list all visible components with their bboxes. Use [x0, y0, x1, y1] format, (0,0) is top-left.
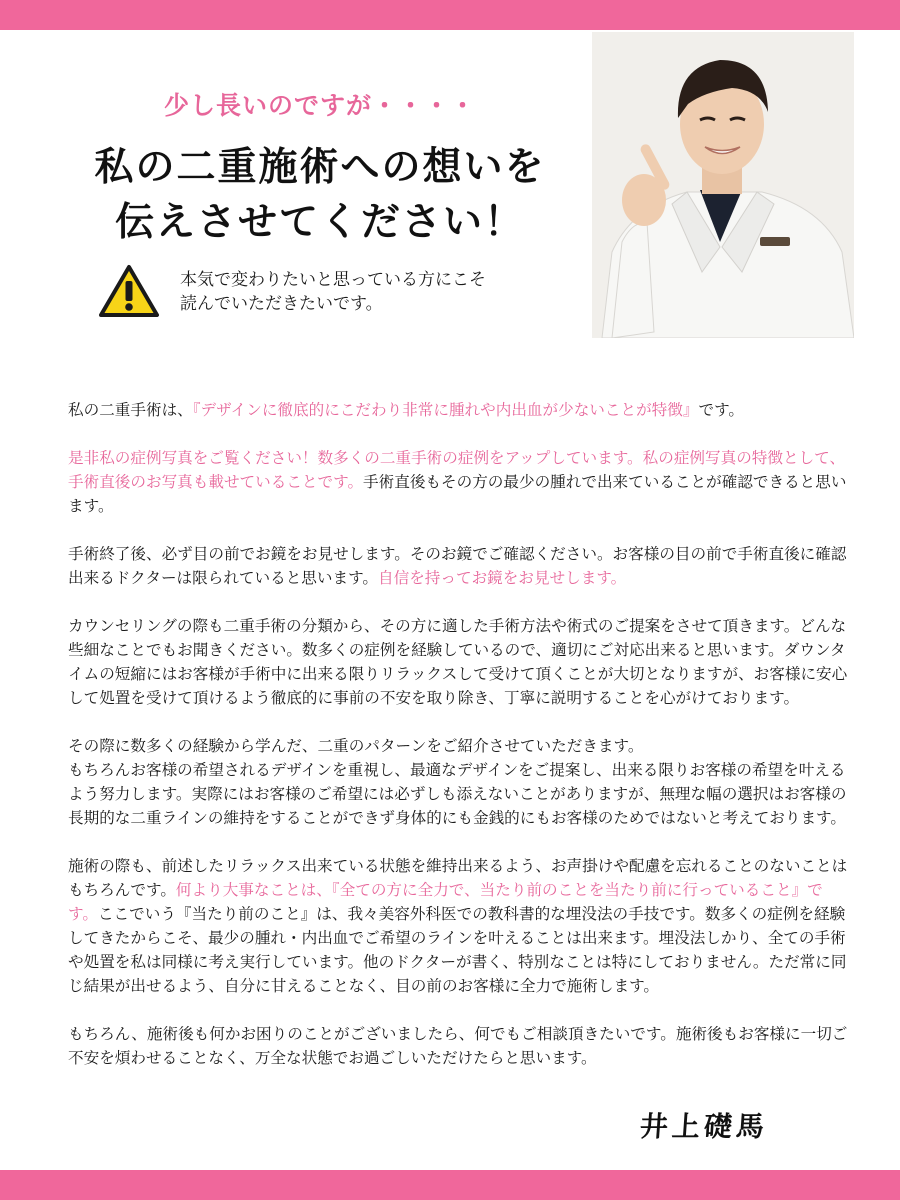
p1-text: 私の二重手術は、	[68, 401, 193, 419]
doctor-portrait	[592, 32, 854, 338]
p6-tail: ここでいう『当たり前のこと』は、我々美容外科医での教科書的な埋没法の手技です。数多くの症例を経験してきたからこそ、最少の腫れ・内出血でご希望のラインを叶えることは出来ます。埋没法しかり、全ての手術や処置を私は同様に考え実行しています。他のドクターが書く、特別なことは特にしておりません。ただ常に同じ結果が出せるよう、自分に甘えることなく、目の前のお客様に全力で施術します。	[68, 905, 847, 995]
paragraph-4: カウンセリングの際も二重手術の分類から、その方に適した手術方法や術式のご提案をさせて頂きます。どんな些細なことでもお聞きください。数多くの症例を経験しているので、適切にご対応出来ると思います。ダウンタイムの短縮にはお客様が手術中に出来る限りリラックスして受けて頂くことが大切となりますが、お客様に安心して処置を受けて頂けるよう徹底的に事前の不安を取り除き、丁寧に説明することを心がけております。	[68, 617, 848, 707]
paragraph-5	[68, 734, 848, 830]
p5-text: もちろんお客様の希望されるデザインを重視し、最適なデザインをご提案し、出来る限りお客様の希望を叶えるよう努力します。実際にはお客様のご希望には必ずしも添えないことがありますが、無理な幅の選択はお客様の長期的な二重ラインの維持をすることができず身体的にも金銭的にもお客様のためではないと考えております。	[68, 761, 847, 827]
title-line-2: 伝えさせてください！	[114, 199, 525, 245]
paragraph-7: もちろん、施術後も何かお困りのことがございましたら、何でもご相談頂きたいです。施術後もお客様に一切ご不安を煩わせることなく、万全な状態でお過ごしいただけたらと思います。	[68, 1025, 848, 1067]
bottom-accent-band	[0, 1170, 900, 1200]
p2-highlight: 是非私の症例写真をご覧ください！数多くの二重手術の症例をアップしています。私の症例写真の特徴として、手術直後のお写真も載せていることです。	[68, 449, 846, 491]
p3-text: 手術終了後、必ず目の前でお鏡をお見せします。そのお鏡でご確認ください。お客様の目の前で手術直後に確認出来るドクターは限られていると思います。	[68, 545, 847, 587]
top-accent-band	[0, 0, 900, 30]
title-line-1: 私の二重施術への想いを	[94, 144, 546, 190]
p6-highlight: 何より大事なことは、『全ての方に全力で、当たり前のことを当たり前に行っていること』です。	[68, 881, 823, 923]
paragraph-3	[68, 542, 848, 590]
paragraph-6	[68, 854, 848, 998]
p1-highlight: 『デザインに徹底的にこだわり非常に腫れや内出血が少ないことが特徴』	[192, 401, 699, 419]
paragraph-2	[68, 446, 848, 518]
p2-text: 手術直後もその方の最少の腫れで出来ていることが確認できると思います。	[68, 473, 847, 515]
doctor-portrait-illustration	[592, 32, 854, 338]
pretitle: 少し長いのですが・・・・	[163, 91, 476, 120]
p6-text: 施術の際も、前述したリラックス出来ている状態を維持出来るよう、お声掛けや配慮を忘れることのないことはもちろんです。	[68, 857, 848, 899]
p5-line-1: その際に数多くの経験から学んだ、二重のパターンをご紹介させていただきます。	[68, 737, 644, 755]
p3-highlight: 自信を持ってお鏡をお見せします。	[378, 569, 627, 587]
page-title	[0, 140, 640, 250]
p1-tail: です。	[698, 401, 745, 419]
warning-triangle-icon	[98, 264, 160, 318]
signature: 井上礎馬	[638, 1110, 770, 1143]
paragraph-1	[68, 398, 848, 422]
warning-line-1: 本気で変わりたいと思っている方にこそ	[180, 270, 486, 290]
letter-body	[68, 398, 848, 1094]
warning-message	[180, 268, 560, 316]
warning-line-2: 読んでいただきたいです。	[180, 294, 383, 314]
